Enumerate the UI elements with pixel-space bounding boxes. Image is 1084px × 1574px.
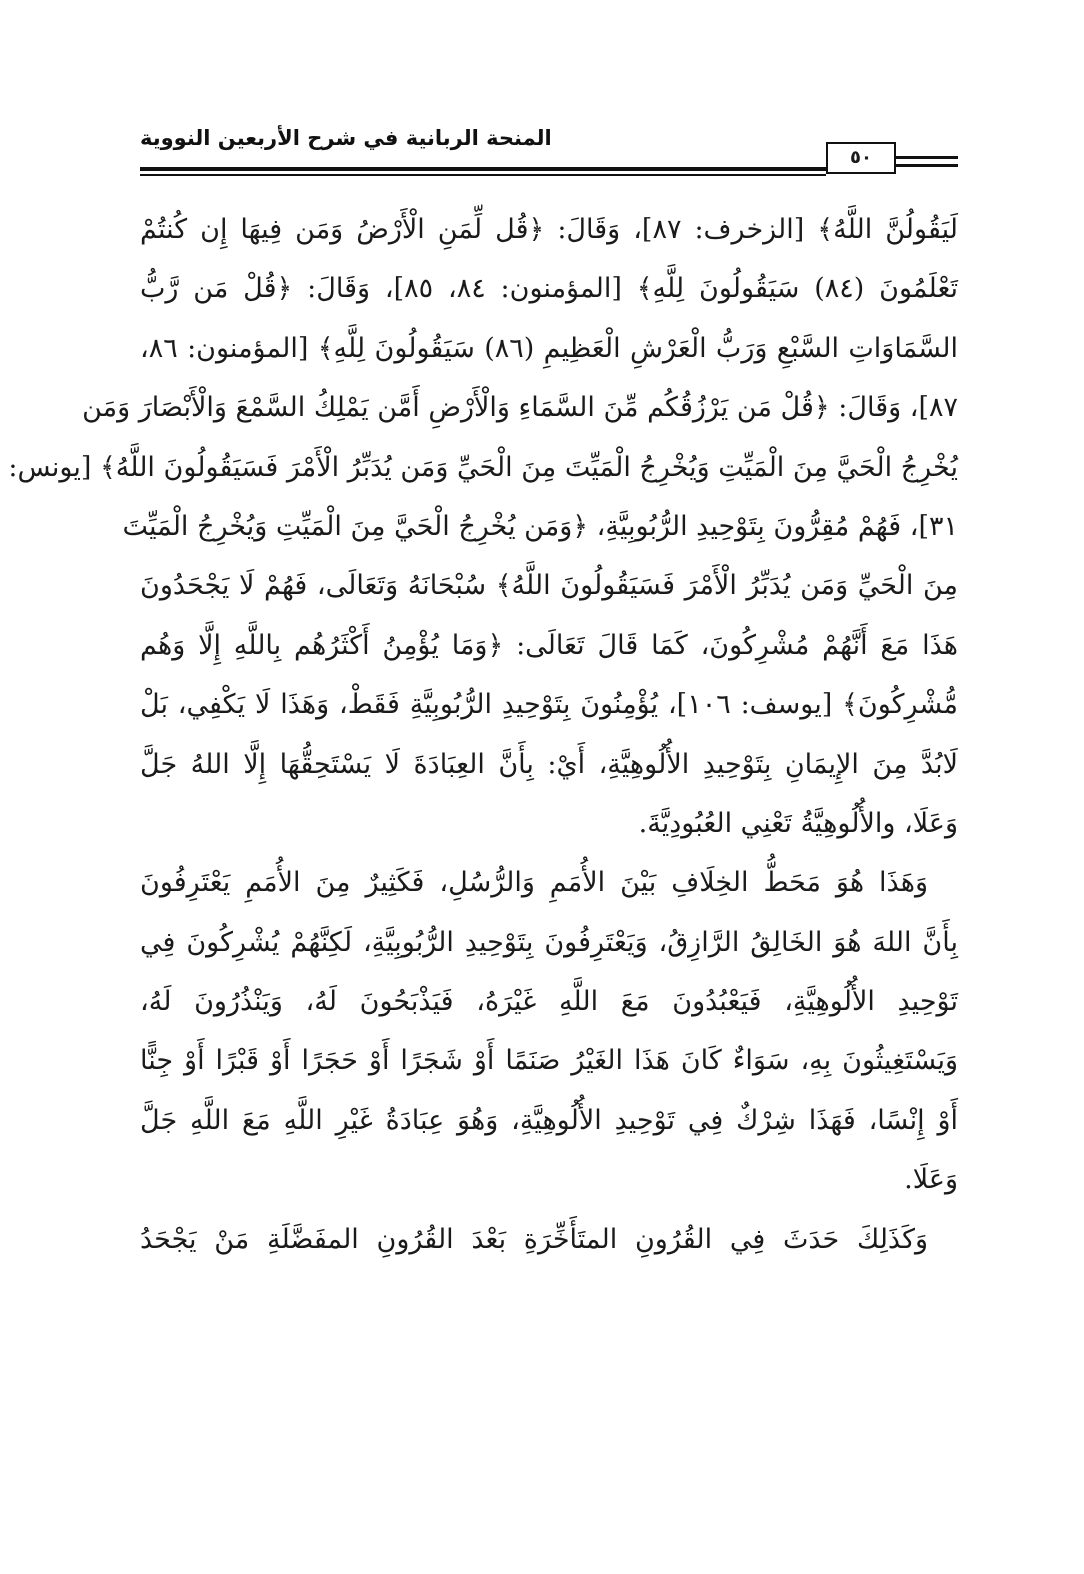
header-rule-thin — [140, 174, 826, 176]
page-number: ٥٠ — [826, 142, 896, 174]
book-title: المنحة الربانية في شرح الأربعين النووية — [140, 126, 552, 150]
text-line: بِأَنَّ اللهَ هُوَ الخَالِقُ الرَّازِقُ، وَيَعْتَرِفُونَ بِتَوْحِيدِ الرُّبُوبِيَّةِ، لَكِنَّهُمْ يُشْرِكُونَ فِي — [140, 926, 958, 958]
text-line: ٨٧]، وَقَالَ: ﴿قُلْ مَن يَرْزُقُكُم مِّنَ السَّمَاءِ وَالْأَرْضِ أَمَّن يَمْلِكُ السَّمْعَ وَالْأَبْصَارَ وَمَن — [82, 392, 958, 424]
text-line: وَهَذَا هُوَ مَحَطُّ الخِلَافِ بَيْنَ الأُمَمِ وَالرُّسُلِ، فَكَثِيرٌ مِنَ الأُمَمِ يَعْتَرِفُونَ — [140, 867, 929, 899]
text-line: السَّمَاوَاتِ السَّبْعِ وَرَبُّ الْعَرْشِ الْعَظِيمِ (٨٦) سَيَقُولُونَ لِلَّهِ﴾ [المؤمنون: ٨٦، — [140, 332, 958, 364]
text-line: وَيَسْتَغِيثُونَ بِهِ، سَوَاءٌ كَانَ هَذَا الغَيْرُ صَنَمًا أَوْ شَجَرًا أَوْ حَجَرًا أَوْ قَبْرًا أَوْ جِنًّا — [140, 1045, 958, 1077]
text-line: تَعْلَمُونَ (٨٤) سَيَقُولُونَ لِلَّهِ﴾ [المؤمنون: ٨٤، ٨٥]، وَقَالَ: ﴿قُلْ مَن رَّبُّ — [140, 273, 958, 305]
text-line: مِنَ الْحَيِّ وَمَن يُدَبِّرُ الْأَمْرَ فَسَيَقُولُونَ اللَّهُ﴾ سُبْحَانَهُ وَتَعَالَى، فَهُمْ لَا يَجْحَدُونَ — [140, 570, 958, 602]
text-line: لَيَقُولُنَّ اللَّهُ﴾ [الزخرف: ٨٧]، وَقَالَ: ﴿قُل لِّمَنِ الْأَرْضُ وَمَن فِيهَا إِن كُنتُمْ — [140, 214, 958, 245]
header-rule-thick — [140, 167, 826, 171]
text-line: لَابُدَّ مِنَ الإِيمَانِ بِتَوْحِيدِ الأُلُوهِيَّةِ، أَيْ: بِأَنَّ العِبَادَةَ لَا يَسْتَحِقُّهَا إِلَّا اللهُ جَلَّ — [140, 748, 958, 780]
page-header — [140, 118, 958, 184]
text-line: ٣١]، فَهُمْ مُقِرُّونَ بِتَوْحِيدِ الرُّبُوبِيَّةِ، ﴿وَمَن يُخْرِجُ الْحَيَّ مِنَ الْمَيِّتِ وَيُخْرِجُ الْمَيِّتَ — [122, 510, 958, 542]
header-rule-right-bottom — [896, 164, 958, 167]
header-rule-right-top — [896, 156, 958, 159]
text-line: وَكَذَلِكَ حَدَثَ فِي القُرُونِ المتَأَخِّرَةِ بَعْدَ القُرُونِ المفَضَّلَةِ مَنْ يَجْحَدُ — [140, 1223, 928, 1255]
text-body — [8, 200, 958, 1269]
text-line: تَوْحِيدِ الأُلُوهِيَّةِ، فَيَعْبُدُونَ مَعَ اللَّهِ غَيْرَهُ، فَيَذْبَحُونَ لَهُ، وَيَنْذُرُونَ لَهُ، — [140, 986, 958, 1018]
text-line: أَوْ إِنْسًا، فَهَذَا شِرْكٌ فِي تَوْحِيدِ الأُلُوهِيَّةِ، وَهُوَ عِبَادَةُ غَيْرِ اللَّهِ مَعَ اللَّهِ جَلَّ — [140, 1104, 958, 1136]
text-line: هَذَا مَعَ أَنَّهُمْ مُشْرِكُونَ، كَمَا قَالَ تَعَالَى: ﴿وَمَا يُؤْمِنُ أَكْثَرُهُم بِاللَّهِ إِلَّا وَهُم — [140, 629, 958, 661]
text-line: مُّشْرِكُونَ﴾ [يوسف: ١٠٦]، يُؤْمِنُونَ بِتَوْحِيدِ الرُّبُوبِيَّةِ فَقَطْ، وَهَذَا لَا يَكْفِي، بَلْ — [140, 689, 958, 721]
text-line: وَعَلَا، والأُلُوهِيَّةُ تَعْنِي العُبُودِيَّةَ. — [638, 807, 958, 839]
text-line: يُخْرِجُ الْحَيَّ مِنَ الْمَيِّتِ وَيُخْرِجُ الْمَيِّتَ مِنَ الْحَيِّ وَمَن يُدَبِّرُ الْأَمْرَ فَسَيَقُولُونَ اللَّهُ﴾ [يونس: — [8, 451, 958, 483]
text-line: وَعَلَا. — [904, 1164, 958, 1196]
